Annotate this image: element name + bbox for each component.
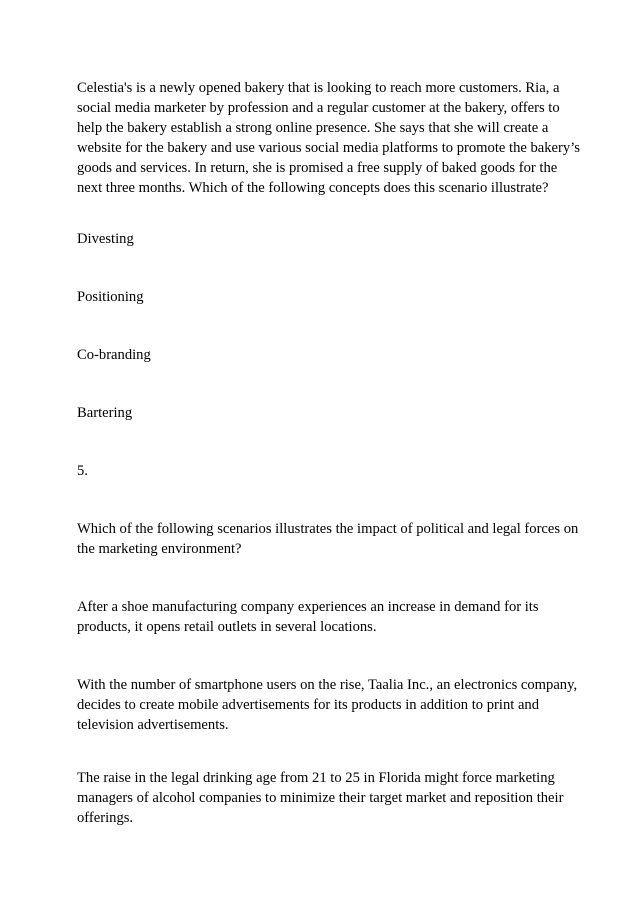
question-5-stem-line: the marketing environment? bbox=[77, 541, 242, 557]
question-4-stem bbox=[77, 78, 580, 198]
question-5-option-c bbox=[77, 768, 569, 828]
question-5-option-b-line: television advertisements. bbox=[77, 717, 229, 733]
question-5-stem bbox=[77, 519, 579, 559]
question-5-number: 5. bbox=[77, 463, 88, 479]
question-4-option-divesting: Divesting bbox=[77, 231, 134, 247]
question-4-stem-line: help the bakery establish a strong online presence. She says that she will create a bbox=[77, 120, 549, 136]
question-5-option-c-line: managers of alcohol companies to minimize their target market and reposition their bbox=[77, 790, 564, 806]
question-4-stem-line: next three months. Which of the following concepts does this scenario illustrate? bbox=[77, 180, 549, 196]
question-5-option-c-line: offerings. bbox=[77, 810, 134, 826]
question-4-option-co-branding: Co-branding bbox=[77, 347, 151, 363]
question-4-stem-line: website for the bakery and use various social media platforms to promote the bakery’s bbox=[77, 140, 580, 156]
question-4-option-positioning: Positioning bbox=[77, 289, 144, 305]
question-5-option-b-line: decides to create mobile advertisements for its products in addition to print and bbox=[77, 697, 540, 713]
question-5-option-c-line: The raise in the legal drinking age from 21 to 25 in Florida might force marketing bbox=[77, 770, 555, 786]
question-5-option-a bbox=[77, 597, 569, 637]
question-4-stem-line: Celestia's is a newly opened bakery that is looking to reach more customers. Ria, a bbox=[77, 80, 560, 96]
question-4-stem-line: social media marketer by profession and a regular customer at the bakery, offers to bbox=[77, 100, 560, 116]
question-5-option-a-line: After a shoe manufacturing company experiences an increase in demand for its bbox=[77, 599, 539, 615]
question-5-option-a-line: products, it opens retail outlets in several locations. bbox=[77, 619, 377, 635]
question-4-option-bartering: Bartering bbox=[77, 405, 133, 421]
question-5-option-b-line: With the number of smartphone users on the rise, Taalia Inc., an electronics company, bbox=[77, 677, 578, 693]
question-5-stem-line: Which of the following scenarios illustrates the impact of political and legal forces on bbox=[77, 521, 579, 537]
question-5-option-b bbox=[77, 675, 578, 735]
question-4-stem-line: goods and services. In return, she is promised a free supply of baked goods for the bbox=[77, 160, 558, 176]
